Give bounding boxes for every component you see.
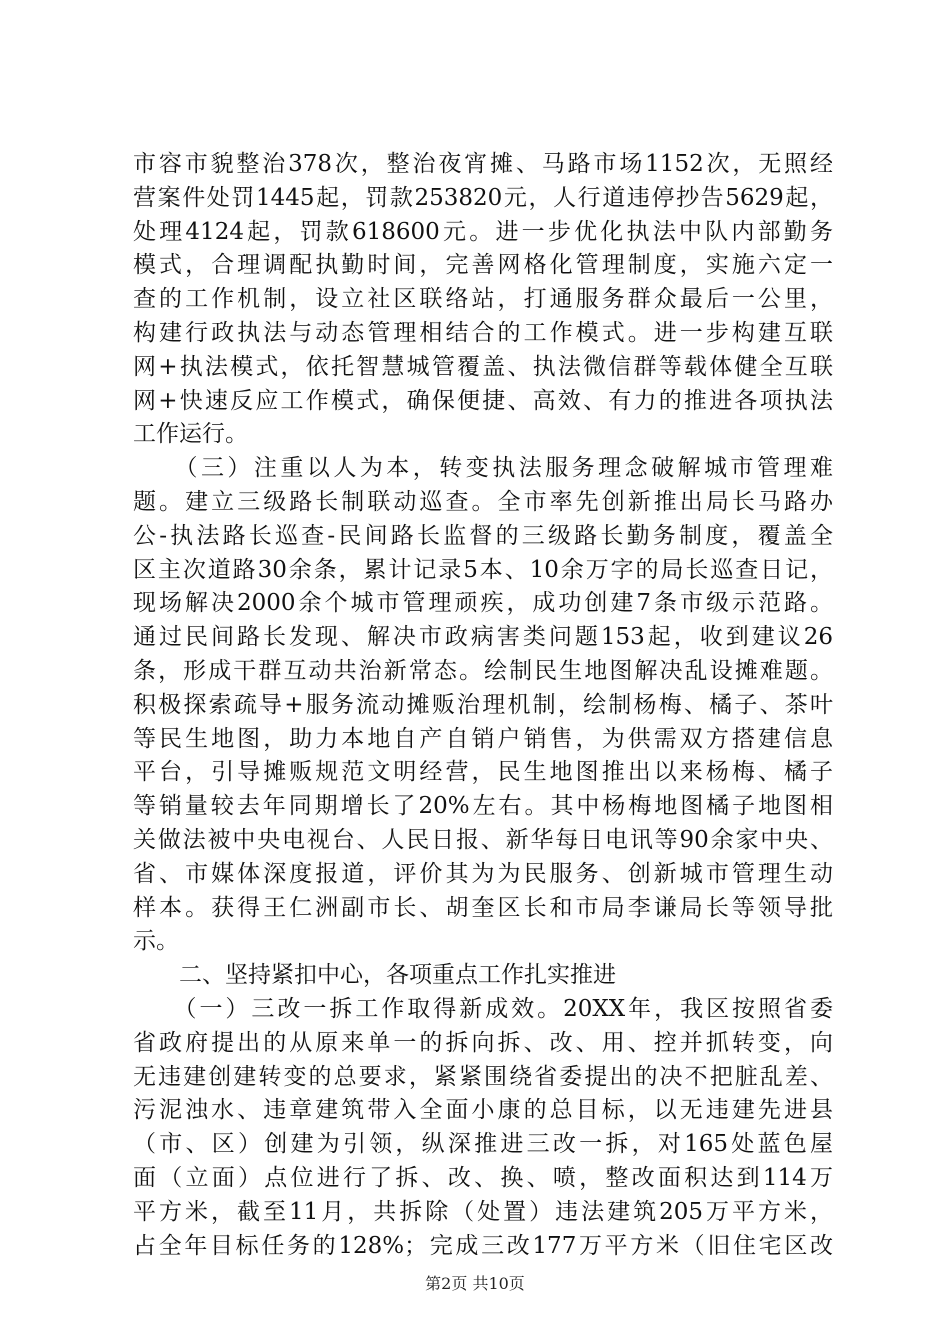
text-line: 区主次道路30余条，累计记录5本、10余万字的局长巡查日记， (133, 556, 833, 583)
text-line: 积极探索疏导+服务流动摊贩治理机制，绘制杨梅、橘子、茶叶 (133, 691, 833, 718)
text-line: 工作运行。 (133, 421, 248, 448)
text-line: 占全年目标任务的128%；完成三改177万平方米（旧住宅区改 (133, 1232, 833, 1259)
text-line: （市、区）创建为引领，纵深推进三改一拆，对165处蓝色屋 (133, 1131, 833, 1158)
text-line: 网+快速反应工作模式，确保便捷、高效、有力的推进各项执法 (133, 387, 833, 414)
text-line: 条，形成干群互动共治新常态。绘制民生地图解决乱设摊难题。 (133, 657, 833, 684)
text-line: 题。建立三级路长制联动巡查。全市率先创新推出局长马路办 (133, 488, 833, 515)
text-line: 等销量较去年同期增长了20%左右。其中杨梅地图橘子地图相 (133, 793, 833, 820)
text-line: 关做法被中央电视台、人民日报、新华每日电讯等90余家中央、 (133, 826, 833, 853)
text-line: 污泥浊水、违章建筑带入全面小康的总目标，以无违建先进县 (133, 1097, 833, 1124)
text-line: 公-执法路长巡查-民间路长监督的三级路长勤务制度，覆盖全 (133, 522, 833, 549)
text-line: 平方米，截至11月，共拆除（处置）违法建筑205万平方米， (133, 1198, 833, 1225)
text-line: 市容市貌整治378次，整治夜宵摊、马路市场1152次，无照经 (133, 151, 833, 177)
text-line: 示。 (133, 928, 179, 955)
text-line: 处理4124起，罚款618600元。进一步优化执法中队内部勤务 (133, 218, 833, 245)
text-line: 二、坚持紧扣中心，各项重点工作扎实推进 (133, 962, 616, 989)
body-text (133, 148, 833, 1263)
text-line: （三）注重以人为本，转变执法服务理念破解城市管理难 (133, 455, 833, 482)
text-line: 网+执法模式，依托智慧城管覆盖、执法微信群等载体健全互联 (133, 353, 833, 380)
text-line: 模式，合理调配执勤时间，完善网格化管理制度，实施六定一 (133, 252, 833, 279)
text-line: 等民生地图，助力本地自产自销户销售，为供需双方搭建信息 (133, 725, 833, 752)
text-line: 构建行政执法与动态管理相结合的工作模式。进一步构建互联 (133, 319, 833, 346)
text-line: 营案件处罚1445起，罚款253820元，人行道违停抄告5629起， (133, 184, 833, 211)
text-line: 现场解决2000余个城市管理顽疾，成功创建7条市级示范路。 (133, 590, 833, 617)
text-line: 省政府提出的从原来单一的拆向拆、改、用、控并抓转变，向 (133, 1029, 833, 1056)
text-line: 无违建创建转变的总要求，紧紧围绕省委提出的决不把脏乱差、 (133, 1063, 833, 1090)
text-line: 查的工作机制，设立社区联络站，打通服务群众最后一公里， (133, 286, 833, 313)
text-line: 面（立面）点位进行了拆、改、换、喷，整改面积达到114万 (133, 1164, 833, 1191)
text-line: 平台，引导摊贩规范文明经营，民生地图推出以来杨梅、橘子 (133, 759, 833, 786)
page-footer: 第2页 共10页 (425, 1274, 525, 1293)
text-line: 样本。获得王仁洲副市长、胡奎区长和市局李谦局长等领导批 (133, 894, 833, 921)
text-line: 通过民间路长发现、解决市政病害类问题153起，收到建议26 (133, 624, 833, 651)
text-line: 省、市媒体深度报道，评价其为为民服务、创新城市管理生动 (133, 860, 833, 887)
text-line: （一）三改一拆工作取得新成效。20XX年，我区按照省委 (133, 995, 833, 1022)
